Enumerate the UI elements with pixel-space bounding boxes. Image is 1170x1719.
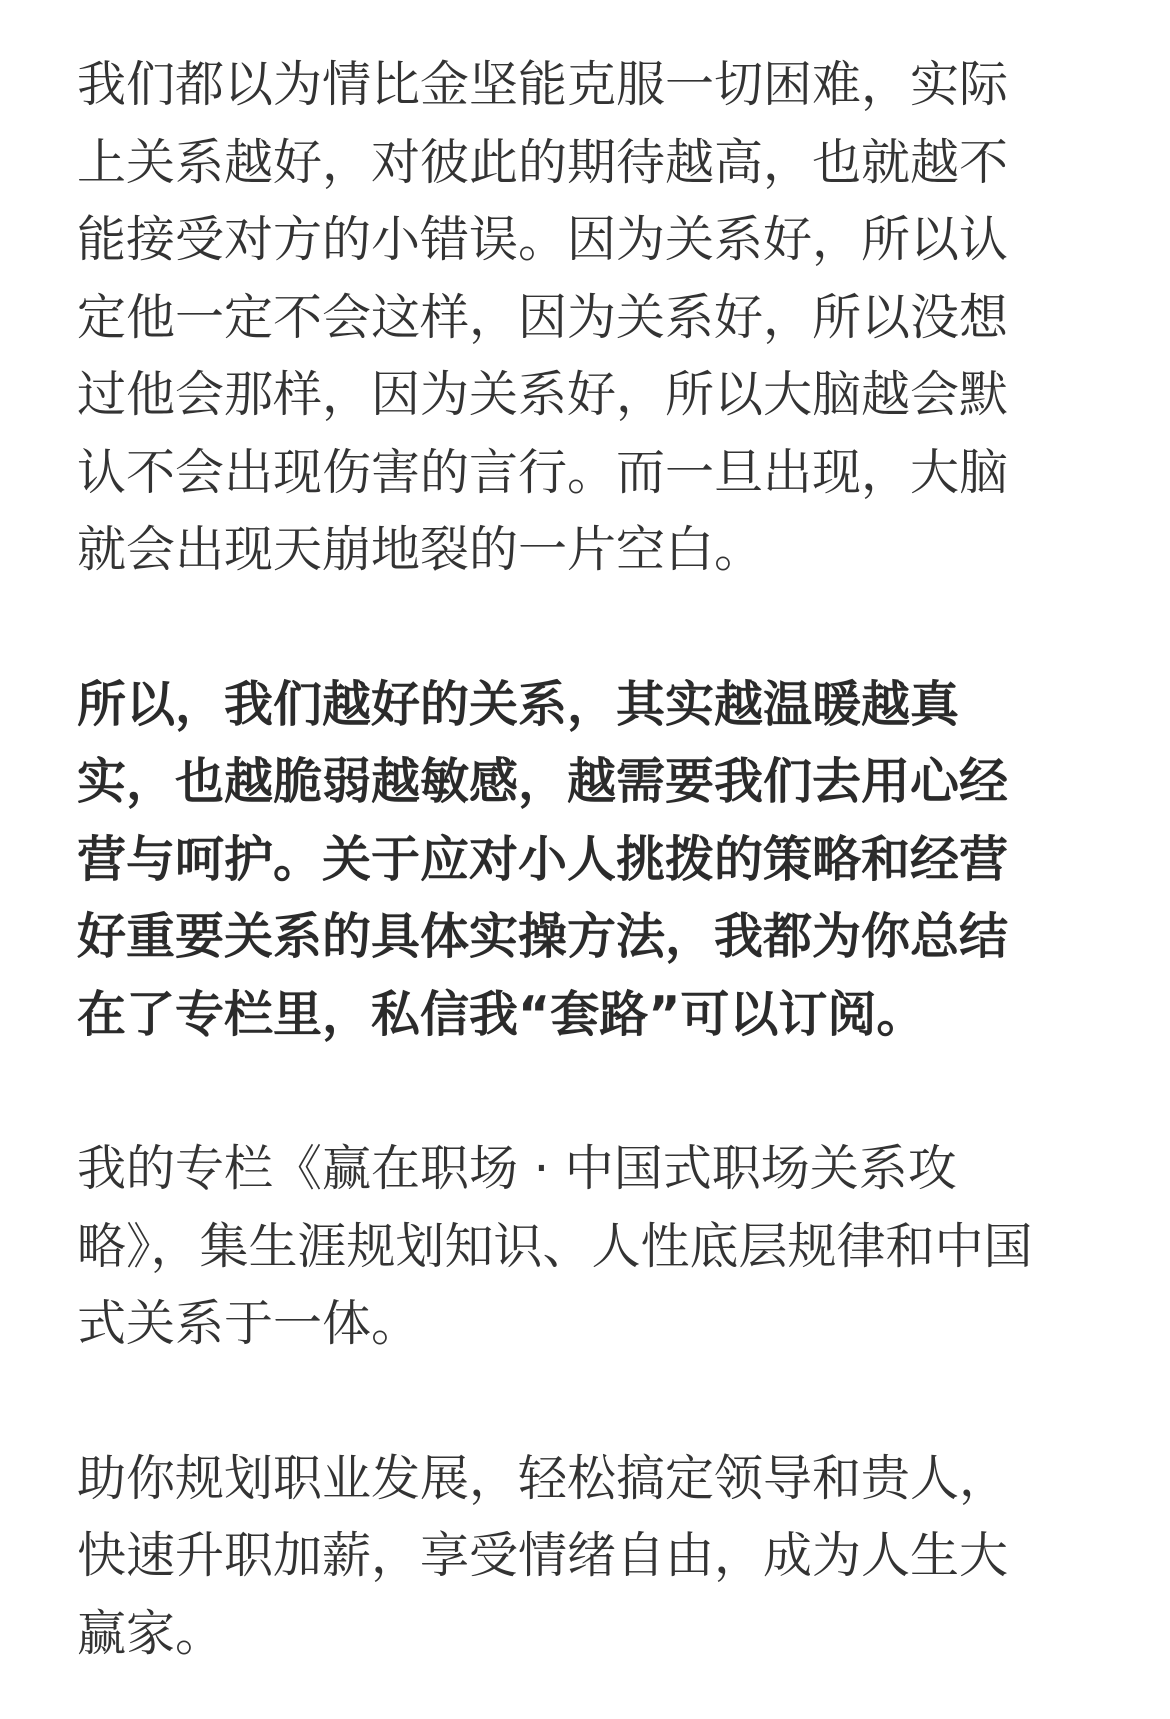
- text-line: 就会出现天崩地裂的一片空白。: [77, 521, 764, 578]
- text-line: 能接受对方的小错误。因为关系好，所以认: [77, 211, 1009, 268]
- paragraph-3: [77, 1130, 1087, 1363]
- article-body: [77, 46, 1087, 1672]
- text-line: 实，也越脆弱越敏感，越需要我们去用心经: [77, 753, 1009, 810]
- text-line: 赢家。: [77, 1604, 225, 1662]
- paragraph-2-bold: [77, 666, 1087, 1054]
- text-line: 所以，我们越好的关系，其实越温暖越真: [77, 675, 960, 733]
- text-line: 我们都以为情比金坚能克服一切困难，实际: [77, 56, 1009, 113]
- paragraph-gap: [77, 1053, 1087, 1130]
- paragraph-1: [77, 46, 1087, 589]
- text-line: 我的专栏《赢在职场 · 中国式职场关系攻: [77, 1140, 957, 1197]
- text-line: 过他会那样，因为关系好，所以大脑越会默: [77, 366, 1009, 423]
- text-line: 式关系于一体。: [77, 1295, 421, 1352]
- text-line: 在了专栏里，私信我“套路”可以订阅。: [77, 985, 926, 1043]
- text-line: 快速升职加薪，享受情绪自由，成为人生大: [77, 1527, 1009, 1584]
- paragraph-gap: [77, 1363, 1087, 1440]
- text-line: 略》，集生涯规划知识、人性底层规律和中国: [77, 1217, 1033, 1275]
- paragraph-gap: [77, 589, 1087, 666]
- text-line: 定他一定不会这样，因为关系好，所以没想: [77, 288, 1009, 346]
- text-line: 认不会出现伤害的言行。而一旦出现，大脑: [77, 443, 1009, 501]
- text-line: 好重要关系的具体实操方法，我都为你总结: [77, 908, 1009, 965]
- text-line: 助你规划职业发展，轻松搞定领导和贵人，: [77, 1449, 1009, 1507]
- text-line: 上关系越好，对彼此的期待越高，也就越不: [77, 133, 1009, 191]
- text-line: 营与呵护。关于应对小人挑拨的策略和经营: [77, 830, 1009, 888]
- paragraph-4: [77, 1440, 1087, 1673]
